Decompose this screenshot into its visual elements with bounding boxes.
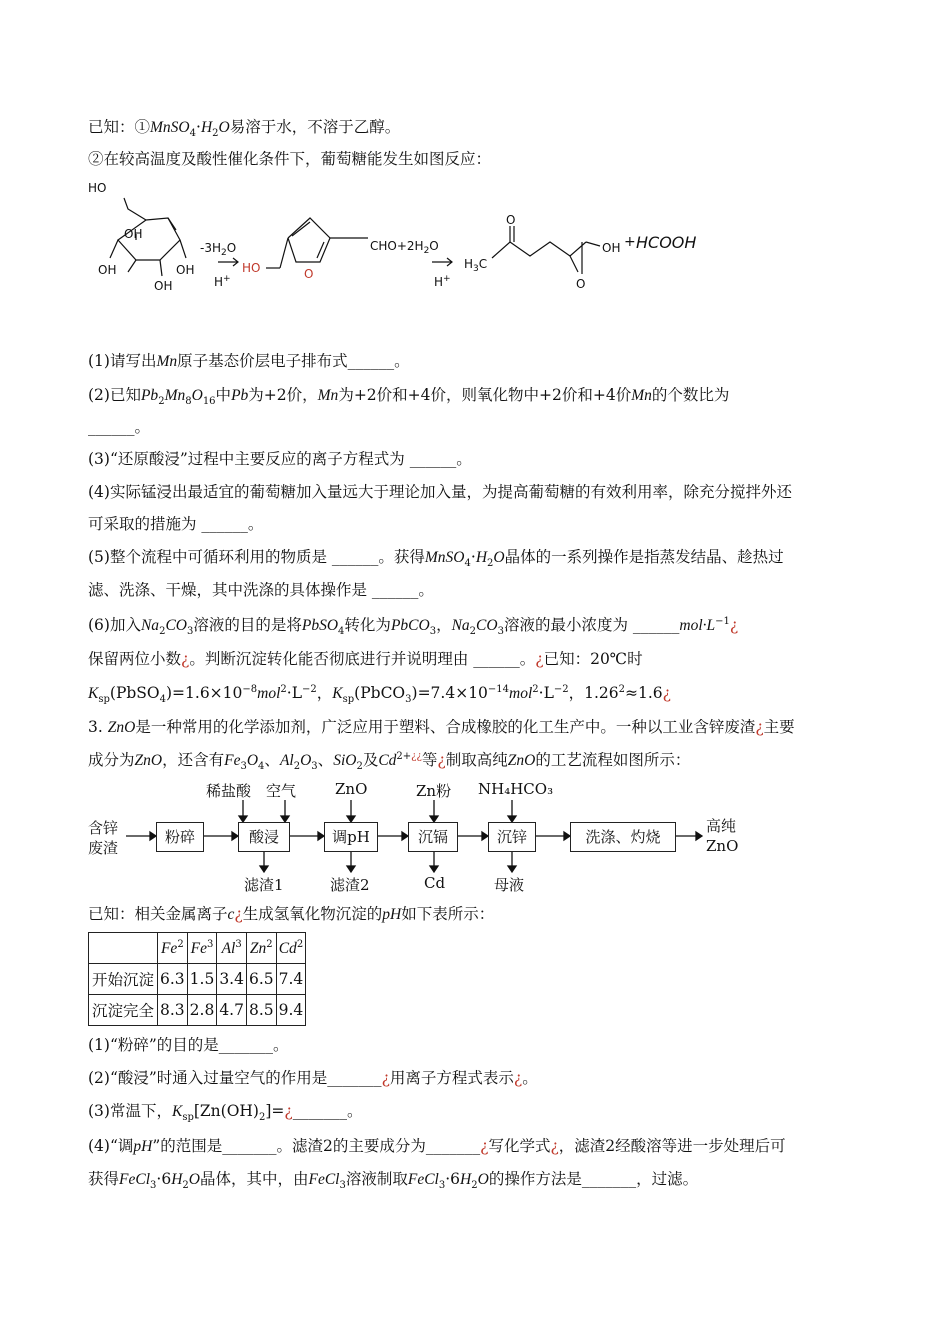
sub-question-2: (2)“酸浸”时通入过量空气的作用是_______¿用离子方程式表示¿。 xyxy=(88,1069,538,1087)
header-fe2: Fe$^2$ xyxy=(158,933,188,964)
input-zno: ZnO xyxy=(335,780,368,798)
ph-table xyxy=(88,932,306,1026)
output-residue-1: 滤渣1 xyxy=(244,876,284,894)
question-6-cont: 保留两位小数¿。判断沉淀转化能否彻底进行并说明理由 ______。¿已知：20℃时 xyxy=(88,650,643,668)
question-6-ksp: $K_{sp}(PbSO_4)=1.6\times 10^{-8}mol^2\cdot L^{-2}$，$K_{sp}(PbCO_3)=7.4\times 10^{-14}mol^2\cdot L^{-2}$，$1.26^2\approx 1.6¿$ xyxy=(88,683,671,706)
input-nh4hco3: NH₄HCO₃ xyxy=(478,780,554,798)
flow-step-adjust-ph: 调pH xyxy=(324,822,378,852)
flow-step-wash-calcine: 洗涤、灼烧 xyxy=(570,822,676,852)
hmf-ho-label: HO xyxy=(242,261,261,275)
output-residue-2: 滤渣2 xyxy=(330,876,370,894)
svg-text:-3H2O: $-3H_2O$ xyxy=(200,241,237,258)
header-al3: Al$^3$ xyxy=(217,933,247,964)
svg-text:OH: OH xyxy=(154,279,173,293)
svg-text:O: O xyxy=(304,267,314,281)
svg-text:H+: H+ xyxy=(434,274,451,289)
question-2-blank: ______。 xyxy=(88,418,151,436)
question-5: (5)整个流程中可循环利用的物质是 ______。获得$MnSO_4\cdot H_2O$晶体的一系列操作是指蒸发结晶、趁热过 xyxy=(88,548,784,570)
svg-text:H+: H+ xyxy=(214,274,231,289)
known-line-2: ②在较高温度及酸性催化条件下，葡萄糖能发生如图反应： xyxy=(88,150,492,168)
formic-acid-label: HCOOH xyxy=(636,233,697,252)
input-air: 空气 xyxy=(266,782,297,800)
problem-3-intro-cont: 成分为ZnO，还含有$Fe_3O_4$、$Al_2O_3$、SiO$_2$及$Cd^{2+¿¿}$等¿制取高纯ZnO的工艺流程如图所示： xyxy=(88,750,691,773)
table-row: 沉淀完全 8.3 2.8 4.7 8.5 9.4 xyxy=(89,995,306,1026)
flow-step-cd-precipitation: 沉镉 xyxy=(408,822,458,852)
header-fe3: Fe$^3$ xyxy=(187,933,217,964)
question-2: (2)已知$Pb_2Mn_8O_{16}$中Pb为+2价，Mn为+2价和+4价，则氧化物中+2价和+4价Mn的个数比为 xyxy=(88,386,730,408)
known-ph-intro: 已知：相关金属离子c¿生成氢氧化物沉淀的pH如下表所示： xyxy=(88,905,495,923)
flow-start-label: 含锌 废渣 xyxy=(88,819,119,857)
ph-table-header xyxy=(89,933,306,964)
svg-text:OH: OH xyxy=(602,241,621,255)
input-zn-powder: Zn粉 xyxy=(416,782,452,800)
flow-step-acid-leach: 酸浸 xyxy=(238,822,290,852)
question-3: (3)“还原酸浸”过程中主要反应的离子方程式为 ______。 xyxy=(88,450,472,468)
table-row: 开始沉淀 6.3 1.5 3.4 6.5 7.4 xyxy=(89,964,306,995)
svg-text:OH: OH xyxy=(124,227,143,241)
header-cd2: Cd$^2$ xyxy=(276,933,306,964)
header-zn2: Zn$^2$ xyxy=(246,933,276,964)
problem-3-intro: 3. ZnO是一种常用的化学添加剂，广泛应用于塑料、合成橡胶的化工生产中。一种以工业含锌废渣¿主要 xyxy=(88,718,795,736)
input-hydrochloric-acid: 稀盐酸 xyxy=(206,782,252,800)
svg-text:OH: OH xyxy=(176,263,195,277)
question-4: (4)实际锰浸出最适宜的葡萄糖加入量远大于理论加入量，为提高葡萄糖的有效利用率，除充分搅拌外还 xyxy=(88,483,792,501)
sub-question-1: (1)“粉碎”的目的是_______。 xyxy=(88,1036,289,1054)
question-5-cont: 滤、洗涤、干燥，其中洗涤的具体操作是 ______。 xyxy=(88,581,434,599)
svg-text:O: O xyxy=(576,277,586,291)
sub-question-4: (4)“调pH”的范围是_______。滤渣2的主要成分为_______¿写化学式¿，滤渣2经酸溶等进一步处理后可 xyxy=(88,1137,786,1155)
output-cd: Cd xyxy=(424,874,446,892)
sub-question-4-cont: 获得$FeCl_3\cdot 6H_2O$晶体，其中，由FeCl$_3$溶液制取$FeCl_3\cdot 6H_2O$的操作方法是_______，过滤。 xyxy=(88,1170,699,1192)
flow-step-crush: 粉碎 xyxy=(156,822,204,852)
svg-text:+: + xyxy=(624,234,636,250)
question-4-cont: 可采取的措施为 ______。 xyxy=(88,515,264,533)
output-mother-liquor: 母液 xyxy=(494,876,525,894)
svg-text:H3C: $H_3C$ xyxy=(464,257,488,274)
question-6: (6)加入$Na_2CO_3$溶液的目的是将PbSO$_4$转化为PbCO$_3$，$Na_2CO_3$溶液的最小浓度为 $\_\_\_\_\_\_mol\cdot L^{-1}¿$ xyxy=(88,615,739,638)
flow-step-zn-precipitation: 沉锌 xyxy=(488,822,536,852)
known-line-1: 已知：$①MnSO_4\cdot H_2O$易溶于水，不溶于乙醇。 xyxy=(88,118,401,140)
flow-end-label: 高纯 ZnO xyxy=(706,817,739,855)
glucose-ho-label: HO xyxy=(88,181,107,195)
svg-text:OH: OH xyxy=(98,263,117,277)
svg-text:CHO+2H2O: $CHO+2H_2O$ xyxy=(370,239,439,256)
question-1: (1)请写出Mn原子基态价层电子排布式______。 xyxy=(88,352,410,370)
svg-text:O: O xyxy=(506,213,516,227)
sub-question-3: (3)常温下，$K_{sp}[Zn(OH)_2]=¿\_\_\_\_\_\_\_$。 xyxy=(88,1102,363,1124)
